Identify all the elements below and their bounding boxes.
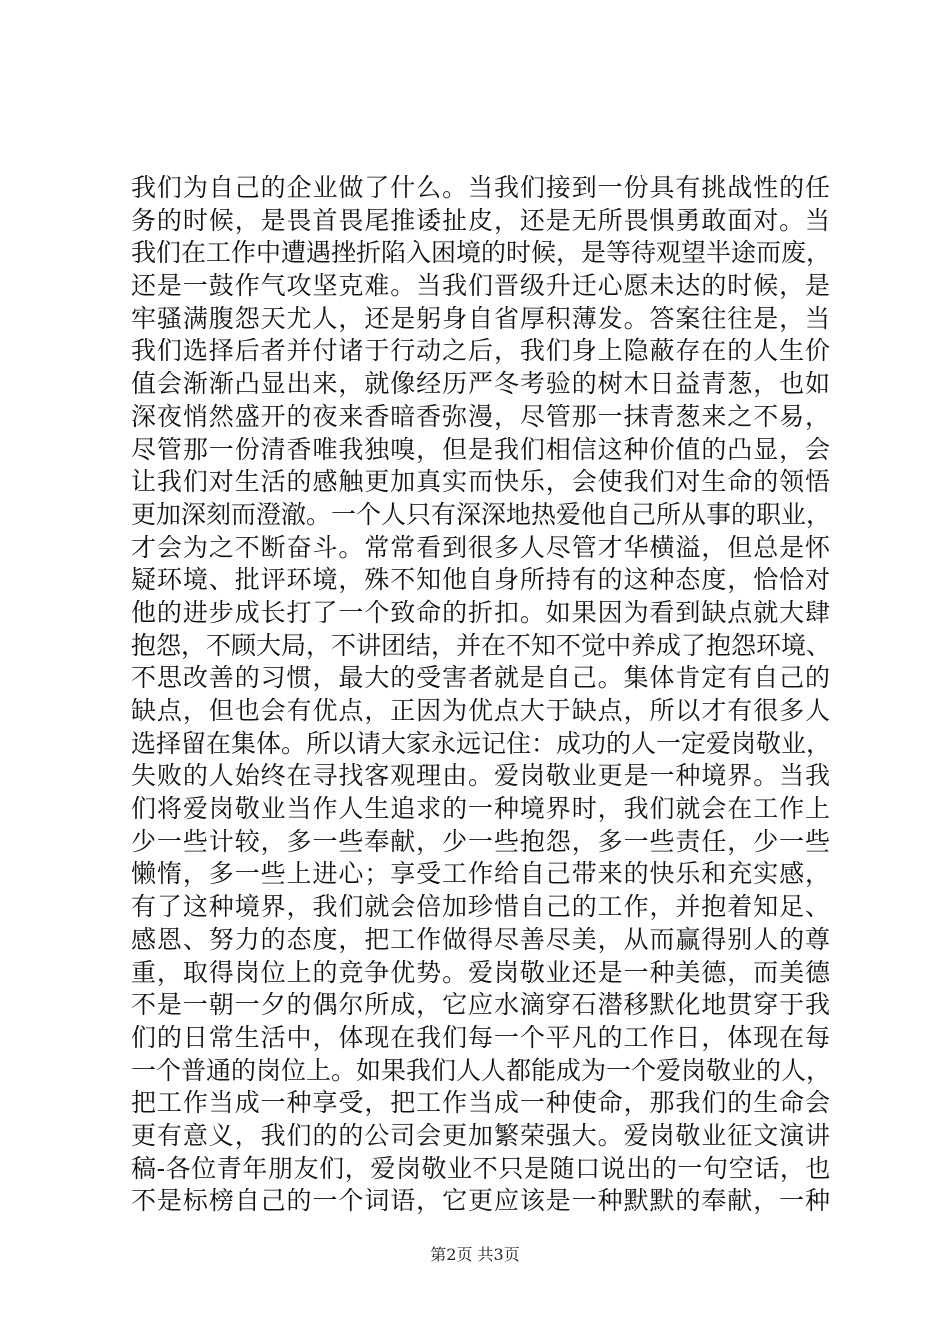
text-line: 感恩、努力的态度，把工作做得尽善尽美，从而赢得别人的尊 xyxy=(131,924,831,954)
text-line: 深夜悄然盛开的夜来香暗香弥漫，尽管那一抹青葱来之不易， xyxy=(131,401,831,431)
text-line: 不思改善的习惯，最大的受害者就是自己。集体肯定有自己的 xyxy=(131,663,831,693)
text-line: 一个普通的岗位上。如果我们人人都能成为一个爱岗敬业的人， xyxy=(131,1055,831,1085)
text-line: 们将爱岗敬业当作人生追求的一种境界时，我们就会在工作上 xyxy=(131,794,831,824)
text-line: 们的日常生活中，体现在我们每一个平凡的工作日，体现在每 xyxy=(131,1022,831,1052)
text-line: 缺点，但也会有优点，正因为优点大于缺点，所以才有很多人 xyxy=(131,696,831,725)
body-text xyxy=(131,172,831,1218)
page-footer: 第2页 共3页 xyxy=(430,1245,520,1264)
text-line: 他的进步成长打了一个致命的折扣。如果因为看到缺点就大肆 xyxy=(131,597,831,627)
text-line: 还是一鼓作气攻坚克难。当我们晋级升迁心愿未达的时候，是 xyxy=(131,271,831,301)
text-line: 尽管那一份清香唯我独嗅，但是我们相信这种价值的凸显，会 xyxy=(131,434,831,464)
text-line: 我们为自己的企业做了什么。当我们接到一份具有挑战性的任 xyxy=(131,173,831,202)
text-line: 把工作当成一种享受，把工作当成一种使命，那我们的生命会 xyxy=(131,1088,831,1118)
text-line: 牢骚满腹怨天尤人，还是躬身自省厚积薄发。答案往往是，当 xyxy=(131,303,831,333)
text-line: 抱怨，不顾大局，不讲团结，并在不知不觉中养成了抱怨环境、 xyxy=(131,630,831,660)
text-line: 值会渐渐凸显出来，就像经历严冬考验的树木日益青葱，也如 xyxy=(131,369,831,399)
text-line: 更有意义，我们的的公司会更加繁荣强大。爱岗敬业征文演讲 xyxy=(131,1120,831,1150)
text-line: 选择留在集体。所以请大家永远记住：成功的人一定爱岗敬业， xyxy=(131,728,831,758)
text-line: 我们在工作中遭遇挫折陷入困境的时候，是等待观望半途而废， xyxy=(131,238,831,268)
text-line: 我们选择后者并付诸于行动之后，我们身上隐蔽存在的人生价 xyxy=(131,336,831,366)
text-line: 不是一朝一夕的偶尔所成，它应水滴穿石潜移默化地贯穿于我 xyxy=(131,990,831,1020)
text-line: 不是标榜自己的一个词语，它更应该是一种默默的奉献，一种 xyxy=(131,1186,831,1216)
text-line: 少一些计较，多一些奉献，少一些抱怨，多一些责任，少一些 xyxy=(131,826,831,856)
text-line: 务的时候，是畏首畏尾推诿扯皮，还是无所畏惧勇敢面对。当 xyxy=(131,205,831,235)
text-line: 失败的人始终在寻找客观理由。爱岗敬业更是一种境界。当我 xyxy=(131,761,831,791)
text-line: 重，取得岗位上的竞争优势。爱岗敬业还是一种美德，而美德 xyxy=(131,957,831,987)
text-line: 懒惰，多一些上进心；享受工作给自己带来的快乐和充实感， xyxy=(131,859,831,889)
text-line: 疑环境、批评环境，殊不知他自身所持有的这种态度，恰恰对 xyxy=(131,565,831,595)
text-line: 有了这种境界，我们就会倍加珍惜自己的工作，并抱着知足、 xyxy=(131,892,831,922)
text-line: 让我们对生活的感触更加真实而快乐，会使我们对生命的领悟 xyxy=(131,467,831,497)
text-line: 才会为之不断奋斗。常常看到很多人尽管才华横溢，但总是怀 xyxy=(131,532,831,562)
text-line: 稿-各位青年朋友们，爱岗敬业不只是随口说出的一句空话，也 xyxy=(131,1153,831,1183)
text-line: 更加深刻而澄澈。一个人只有深深地热爱他自己所从事的职业， xyxy=(131,499,831,529)
